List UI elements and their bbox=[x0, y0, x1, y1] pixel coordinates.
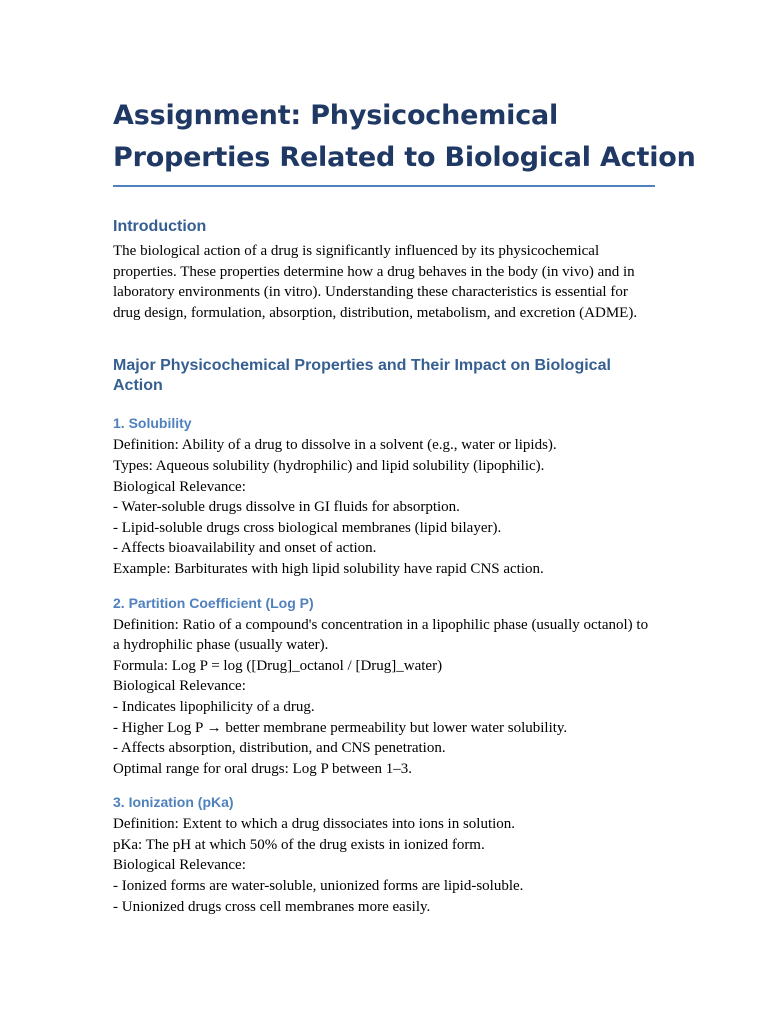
list-item: - Affects absorption, distribution, and CNS penetration. bbox=[113, 740, 446, 757]
text-line: properties. These properties determine how a drug behaves in the body (in vivo) and in bbox=[113, 263, 635, 280]
text-line: Biological Relevance: bbox=[113, 857, 246, 874]
formula-line: Formula: Log P = log ([Drug]_octanol / [Drug]_water) bbox=[113, 657, 443, 674]
title-line: Properties Related to Biological Action bbox=[113, 142, 696, 173]
text-line: Biological Relevance: bbox=[113, 478, 246, 495]
major-properties-heading: Major Physicochemical Properties and Their Impact on Biological Action bbox=[113, 357, 611, 395]
text-line: Optimal range for oral drugs: Log P between 1–3. bbox=[113, 760, 412, 777]
text-line: pKa: The pH at which 50% of the drug exists in ionized form. bbox=[113, 836, 485, 853]
solubility-section bbox=[113, 435, 655, 579]
text-line: Example: Barbiturates with high lipid solubility have rapid CNS action. bbox=[113, 560, 544, 577]
document-title bbox=[113, 95, 696, 187]
text-line: a hydrophilic phase (usually water). bbox=[113, 637, 329, 654]
solubility-heading: 1. Solubility bbox=[113, 415, 192, 432]
text-line: Types: Aqueous solubility (hydrophilic) and lipid solubility (lipophilic). bbox=[113, 457, 545, 474]
title-line: Assignment: Physicochemical bbox=[113, 100, 559, 131]
text-line: Definition: Ratio of a compound's concentration in a lipophilic phase (usually octanol) to bbox=[113, 616, 649, 633]
text-line: The biological action of a drug is significantly influenced by its physicochemical bbox=[113, 243, 600, 259]
list-item: - Affects bioavailability and onset of action. bbox=[113, 540, 377, 557]
list-item: - Ionized forms are water-soluble, unionized forms are lipid-soluble. bbox=[113, 878, 524, 895]
list-item: - Unionized drugs cross cell membranes more easily. bbox=[113, 898, 431, 915]
text-line: Definition: Ability of a drug to dissolve in a solvent (e.g., water or lipids). bbox=[113, 437, 557, 454]
introduction-paragraph bbox=[113, 241, 655, 323]
text-line: Biological Relevance: bbox=[113, 678, 246, 695]
ionization-section bbox=[113, 814, 655, 917]
text-line: Definition: Extent to which a drug dissociates into ions in solution. bbox=[113, 816, 516, 833]
introduction-heading: Introduction bbox=[113, 218, 207, 235]
list-item: - Lipid-soluble drugs cross biological membranes (lipid bilayer). bbox=[113, 519, 502, 536]
list-item: - Indicates lipophilicity of a drug. bbox=[113, 698, 315, 715]
text-line: drug design, formulation, absorption, distribution, metabolism, and excretion (ADME). bbox=[113, 304, 638, 321]
list-item: - Water-soluble drugs dissolve in GI fluids for absorption. bbox=[113, 499, 460, 516]
list-item: - Higher Log P → better membrane permeability but lower water solubility. bbox=[113, 719, 568, 736]
partition-coefficient-heading: 2. Partition Coefficient (Log P) bbox=[113, 594, 314, 611]
text-line: laboratory environments (in vitro). Understanding these characteristics is essential for bbox=[113, 284, 628, 301]
partition-coefficient-section bbox=[113, 615, 655, 780]
ionization-heading: 3. Ionization (pKa) bbox=[113, 794, 234, 811]
document-page bbox=[113, 95, 696, 917]
